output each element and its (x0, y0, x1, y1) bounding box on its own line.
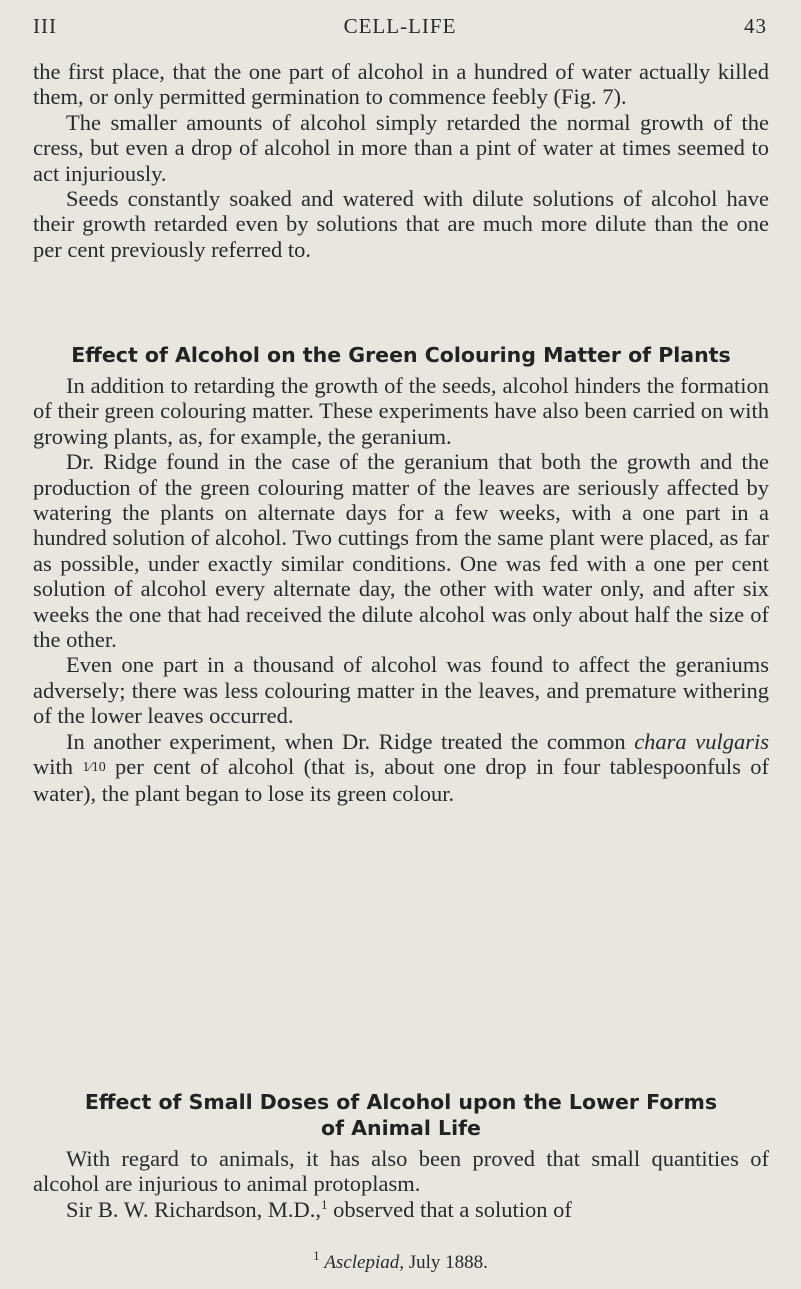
running-title: CELL-LIFE (343, 14, 457, 38)
text-span: Sir B. W. Richardson, M.D., (66, 1196, 322, 1222)
text-block-top (33, 59, 769, 262)
running-header (33, 14, 767, 40)
paragraph: Dr. Ridge found in the case of the geranium that both the growth and the production of the green colouring matter of the leaves are seriously affected by watering the plants on alternate days for a few weeks, with a one part in a hundred solution of alcohol. Two cuttings from the same plant were placed, as far as possible, under exactly similar conditions. One was fed with a one per cent solution of alcohol every alternate day, the other with water only, and after six weeks the one that had received the dilute alcohol was only about half the size of the other. (33, 449, 769, 653)
paragraph (33, 1197, 769, 1222)
paragraph: The smaller amounts of alcohol simply retarded the normal growth of the cress, but even a drop of alcohol in more than a pint of water at times seemed to act injuriously. (33, 109, 769, 186)
paragraph: Seeds constantly soaked and watered with dilute solutions of alcohol have their growth retarded even by solutions that are much more dilute than the one per cent previously referred to. (33, 186, 769, 262)
text-span: with (33, 754, 83, 780)
footnote-marker: 1 (321, 1196, 328, 1212)
section-heading-block-2 (33, 1089, 769, 1141)
section-heading-block-1 (33, 342, 769, 368)
text-block-bottom (33, 1146, 769, 1222)
chapter-number: III (33, 14, 57, 38)
page-number: 43 (744, 14, 767, 38)
footnote (0, 1248, 801, 1274)
section-heading: Effect of Alcohol on the Green Colouring Matter of Plants (71, 343, 731, 367)
journal-title: Asclepiad, (324, 1252, 404, 1273)
paragraph: Even one part in a thousand of alcohol was found to affect the geraniums adversely; there was less colouring matter in the leaves, and premature withering of the lower leaves occurred. (33, 652, 769, 729)
text-span: observed that a solution of (327, 1196, 572, 1222)
paragraph: In addition to retarding the growth of the seeds, alcohol hinders the formation of their green colouring matter. These experiments have also been carried on with growing plants, as, for example, the geranium. (33, 373, 769, 449)
species-name: chara vulgaris (634, 728, 769, 754)
text-span: In another experiment, when Dr. Ridge treated the common (66, 728, 635, 754)
paragraph (33, 729, 769, 806)
section-heading (33, 1089, 769, 1141)
footnote-text: July 1888. (404, 1252, 488, 1273)
paragraph: the first place, that the one part of alcohol in a hundred of water actually killed them, or only permitted germination to commence feebly (Fig. 7). (33, 59, 769, 110)
heading-line: of Animal Life (321, 1116, 481, 1140)
heading-line: Effect of Small Doses of Alcohol upon the Lower Forms (84, 1090, 718, 1114)
footnote-marker: 1 (313, 1248, 320, 1263)
text-span: per cent of alcohol (that is, about one drop in four tablespoonfuls of water), the plant began to lose its green colour. (33, 754, 769, 806)
paragraph: With regard to animals, it has also been proved that small quantities of alcohol are injurious to animal protoplasm. (33, 1146, 769, 1197)
text-block-middle (33, 373, 769, 806)
fraction: 1⁄10 (82, 760, 106, 776)
